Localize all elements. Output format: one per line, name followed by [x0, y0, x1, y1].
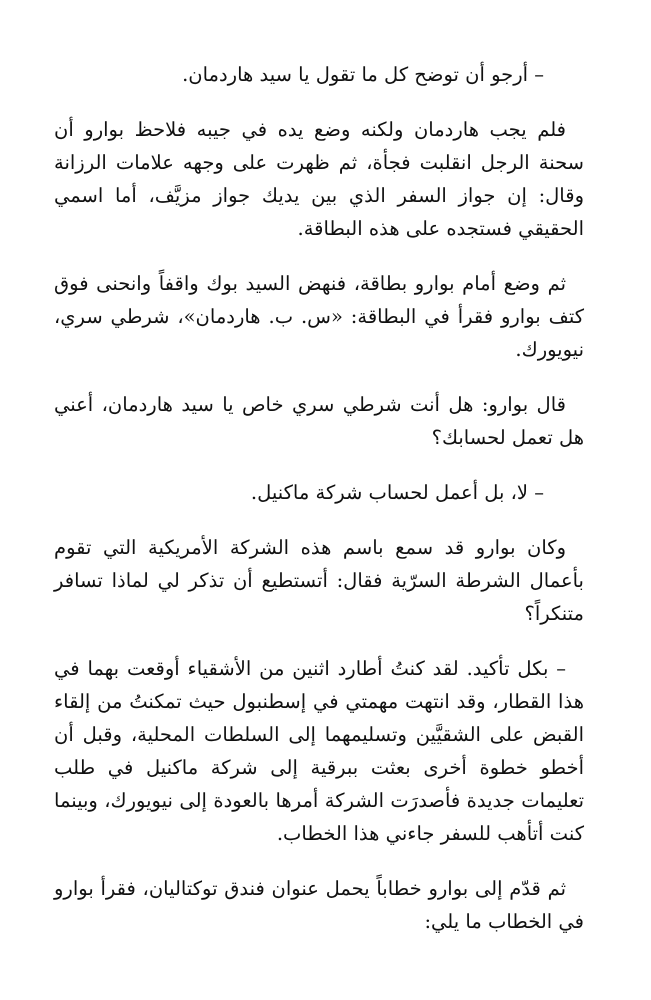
paragraph-2: فلم يجب هاردمان ولكنه وضع يده في جيبه فلاحظ بوارو أن سحنة الرجل انقلبت فجأة، ثم ظهرت على وجهه علامات الرزانة وقال: إن جواز السفر الذي بين يديك جواز مزيَّف، أما اسمي الحقيقي فستجده على هذه البطاقة. [54, 118, 584, 240]
paragraph-1: – أرجو أن توضح كل ما تقول يا سيد هاردمان. [182, 63, 544, 86]
book-page [54, 58, 584, 960]
paragraph-7: – بكل تأكيد. لقد كنتُ أطارد اثنين من الأشقياء أوقعت بهما في هذا القطار، وقد انتهت مهمتي في إسطنبول حيث تمكنتُ من إلقاء القبض على الشقيَّين وتسليمهما إلى السلطات المحلية، وقبل أن أخطو خطوة أخرى بعثت ببرقية إلى شركة ماكنيل في طلب تعليمات جديدة فأصدرَت الشركة أمرها بالعودة إلى نيويورك، وبينما كنت أتأهب للسفر جاءني هذا الخطاب. [54, 657, 584, 845]
paragraph-3: ثم وضع أمام بوارو بطاقة، فنهض السيد بوك واقفاً وانحنى فوق كتف بوارو فقرأ في البطاقة: «س. ب. هاردمان»، شرطي سري، نيويورك. [54, 272, 584, 361]
paragraph-4: قال بوارو: هل أنت شرطي سري خاص يا سيد هاردمان، أعني هل تعمل لحسابك؟ [54, 393, 584, 449]
paragraph-5: – لا، بل أعمل لحساب شركة ماكنيل. [250, 481, 544, 504]
paragraph-6: وكان بوارو قد سمع باسم هذه الشركة الأمريكية التي تقوم بأعمال الشرطة السرّية فقال: أتستطيع أن تذكر لي لماذا تسافر متنكراً؟ [54, 536, 584, 625]
paragraph-8: ثم قدّم إلى بوارو خطاباً يحمل عنوان فندق توكتاليان، فقرأ بوارو في الخطاب ما يلي: [54, 877, 584, 933]
